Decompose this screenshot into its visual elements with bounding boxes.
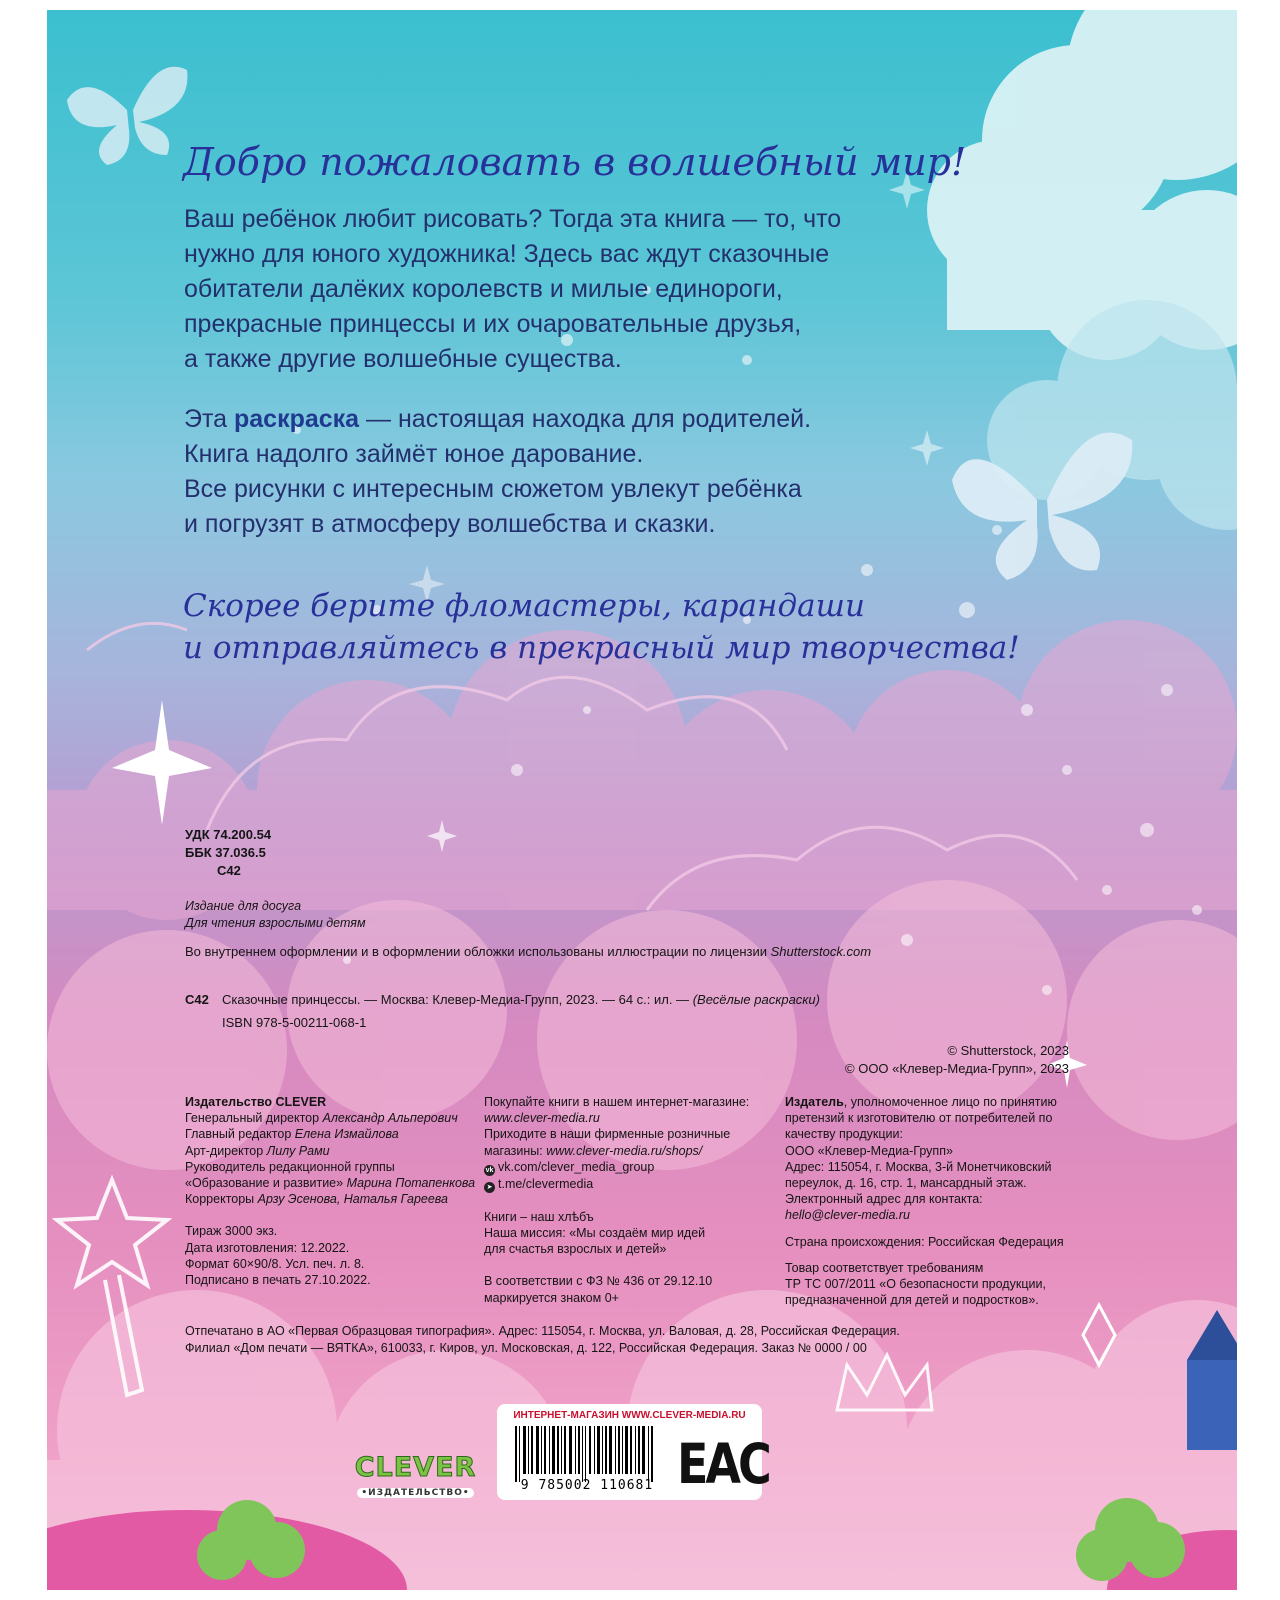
- author-code: С42: [217, 863, 241, 878]
- spacer: [785, 1250, 1105, 1260]
- slogan: Книги – наш хлѣбъ: [484, 1209, 594, 1224]
- mission-line: для счастья взрослых и детей»: [484, 1242, 667, 1257]
- printing-line: Филиал «Дом печати — ВЯТКА», 610033, г. Киров, ул. Московская, д. 122, Российская Федерация. Заказ № 0000 / 00: [185, 1341, 867, 1355]
- stores-prefix: магазины:: [484, 1143, 547, 1158]
- staff-line: [185, 1126, 485, 1142]
- book-back-cover: [47, 10, 1237, 1590]
- bibliographic-entry: [185, 988, 820, 1034]
- imprint-column-2: [484, 1094, 784, 1306]
- staff-role: «Образование и развитие»: [185, 1176, 347, 1191]
- bib-series: (Весёлые раскраски): [692, 992, 820, 1007]
- page-title: Добро пожаловать в волшебный мир!: [183, 140, 967, 184]
- staff-line: [185, 1175, 485, 1191]
- staff-line: [185, 1159, 485, 1175]
- shop-label: Покупайте книги в нашем интернет-магазине:: [484, 1095, 750, 1109]
- para2-first-line: [184, 402, 811, 437]
- spacer: [785, 1224, 1105, 1234]
- classification-codes: [185, 826, 271, 880]
- intro-line: прекрасные принцессы и их очаровательные друзья,: [184, 310, 802, 338]
- col3-line: качеству продукции:: [785, 1127, 903, 1142]
- cloud-top-right: [927, 10, 1237, 360]
- staff-name: Елена Измайлова: [294, 1127, 399, 1142]
- intro-paragraph: [184, 202, 841, 377]
- compliance-line: ТР ТС 007/2011 «О безопасности продукции,: [785, 1277, 1046, 1292]
- col3-line: претензий к изготовителю от потребителей по: [785, 1111, 1053, 1126]
- col3-line: ООО «Клевер-Медиа-Групп»: [785, 1143, 953, 1158]
- publisher-name: Издательство CLEVER: [185, 1095, 327, 1109]
- staff-name: Марина Потапенкова: [346, 1176, 476, 1191]
- staff-role: Главный редактор: [185, 1127, 295, 1142]
- vk-link[interactable]: vk.com/clever_media_group: [498, 1159, 655, 1174]
- col3-line: Адрес: 115054, г. Москва, 3-й Монетчиковский: [785, 1159, 1052, 1174]
- col3-line: переулок, д. 16, стр. 1, мансардный этаж.: [785, 1176, 1027, 1191]
- publisher-claim-bold: Издатель: [785, 1095, 844, 1109]
- para2-line: Книга надолго займёт юное дарование.: [184, 440, 644, 468]
- staff-role: Генеральный директор: [185, 1111, 323, 1126]
- stores-line: [484, 1143, 784, 1159]
- bib-line: [185, 988, 820, 1011]
- copyright-block: [807, 1042, 1069, 1078]
- contact-email[interactable]: hello@clever-media.ru: [785, 1208, 911, 1223]
- spacer: [185, 1207, 485, 1223]
- clever-logo: [353, 1454, 478, 1500]
- staff-name: Арзу Эсенова, Наталья Гареева: [257, 1192, 449, 1207]
- mission-line: Наша миссия: «Мы создаём мир идей: [484, 1226, 706, 1241]
- para2-line: и погрузят в атмосферу волшебства и сказки.: [184, 510, 716, 538]
- col3-line: Электронный адрес для контакта:: [785, 1192, 983, 1207]
- logo-wordmark: CLEVER: [354, 1452, 477, 1483]
- license-text: Во внутреннем оформлении и в оформлении обложки использованы иллюстрации по лицензии: [185, 944, 771, 959]
- bib-text: Сказочные принцессы. — Москва: Клевер-Медиа-Групп, 2023. — 64 с.: ил. —: [222, 992, 693, 1007]
- udk-code: УДК 74.200.54: [185, 827, 272, 842]
- telegram-line[interactable]: [484, 1176, 784, 1193]
- publisher-claim-title: [785, 1094, 1105, 1110]
- law-line: маркируется знаком 0+: [484, 1290, 619, 1305]
- barcode-box: [497, 1404, 769, 1500]
- bbk-code: ББК 37.036.5: [185, 845, 266, 860]
- cta-line: и отправляйтесь в прекрасный мир творчества!: [183, 630, 1020, 666]
- copyright-line: © ООО «Клевер-Медиа-Групп», 2023: [845, 1061, 1069, 1076]
- staff-role: Корректоры: [185, 1192, 258, 1207]
- isbn: ISBN 978-5-00211-068-1: [222, 1015, 367, 1030]
- staff-role: Руководитель редакционной группы: [185, 1159, 395, 1174]
- license-note: [185, 944, 871, 960]
- country-of-origin: Страна происхождения: Российская Федерация: [785, 1234, 1064, 1249]
- spacer: [484, 1193, 784, 1209]
- intro-line: Ваш ребёнок любит рисовать? Тогда эта книга — то, что: [184, 205, 842, 233]
- staff-name: Лилу Рами: [266, 1143, 330, 1158]
- shop-link[interactable]: www.clever-media.ru: [484, 1111, 600, 1126]
- edition-notes: [185, 898, 366, 932]
- compliance-line: предназначенной для детей и подростков».: [785, 1293, 1039, 1308]
- telegram-link[interactable]: t.me/clevermedia: [498, 1176, 594, 1191]
- intro-line: обитатели далёких королевств и милые единороги,: [184, 275, 783, 303]
- butterfly-icon: [67, 67, 187, 165]
- logo-subtitle: •ИЗДАТЕЛЬСТВО•: [357, 1488, 473, 1498]
- eac-mark: EAC: [677, 1431, 769, 1497]
- barcode-header: ИНТЕРНЕТ-МАГАЗИН WWW.CLEVER-MEDIA.RU: [513, 1410, 746, 1421]
- publisher-claim-rest: , уполномоченное лицо по принятию: [843, 1095, 1057, 1109]
- para2-prefix: Эта: [184, 405, 234, 433]
- bib-code: С42: [185, 992, 209, 1007]
- copyright-line: © Shutterstock, 2023: [947, 1043, 1069, 1058]
- imprint-column-1: [185, 1094, 485, 1288]
- edition-line: Издание для досуга: [185, 899, 302, 913]
- print-info-line: Формат 60×90/8. Усл. печ. л. 8.: [185, 1256, 365, 1271]
- telegram-icon: ➤: [484, 1182, 495, 1193]
- law-line: В соответствии с ФЗ № 436 от 29.12.10: [484, 1274, 713, 1289]
- vk-line[interactable]: [484, 1159, 784, 1176]
- stores-label: Приходите в наши фирменные розничные: [484, 1127, 731, 1142]
- staff-line: [185, 1143, 485, 1159]
- print-info-line: Тираж 3000 экз.: [185, 1224, 278, 1239]
- print-info-line: Подписано в печать 27.10.2022.: [185, 1273, 371, 1288]
- intro-line: а также другие волшебные существа.: [184, 345, 622, 373]
- staff-line: [185, 1191, 485, 1207]
- staff-line: [185, 1110, 485, 1126]
- staff-role: Арт-директор: [185, 1143, 267, 1158]
- print-info-line: Дата изготовления: 12.2022.: [185, 1240, 350, 1255]
- license-source: Shutterstock.com: [770, 944, 872, 959]
- compliance-line: Товар соответствует требованиям: [785, 1260, 984, 1275]
- printing-line: Отпечатано в АО «Первая Образцовая типография». Адрес: 115054, г. Москва, ул. Валовая, д. 28, Российская Федерация.: [185, 1324, 900, 1338]
- vk-icon: vk: [485, 1166, 494, 1174]
- barcode-digits: 9 785002 110681: [520, 1478, 654, 1493]
- printing-info: [185, 1323, 900, 1357]
- cta-line: Скорее берите фломастеры, карандаши: [183, 588, 865, 624]
- intro-line: нужно для юного художника! Здесь вас ждут сказочные: [184, 240, 830, 268]
- para2-line: Все рисунки с интересным сюжетом увлекут ребёнка: [184, 475, 802, 503]
- staff-name: Александр Альперович: [322, 1111, 458, 1126]
- imprint-column-3: [785, 1094, 1105, 1308]
- coloring-book-paragraph: [184, 402, 811, 542]
- barcode-icon: [509, 1426, 659, 1482]
- spacer: [484, 1257, 784, 1273]
- para2-suffix: — настоящая находка для родителей.: [359, 405, 812, 433]
- edition-line: Для чтения взрослыми детям: [185, 916, 366, 930]
- stores-link[interactable]: www.clever-media.ru/shops/: [546, 1143, 703, 1158]
- highlighted-word: раскраска: [234, 405, 360, 433]
- call-to-action: [183, 585, 1020, 669]
